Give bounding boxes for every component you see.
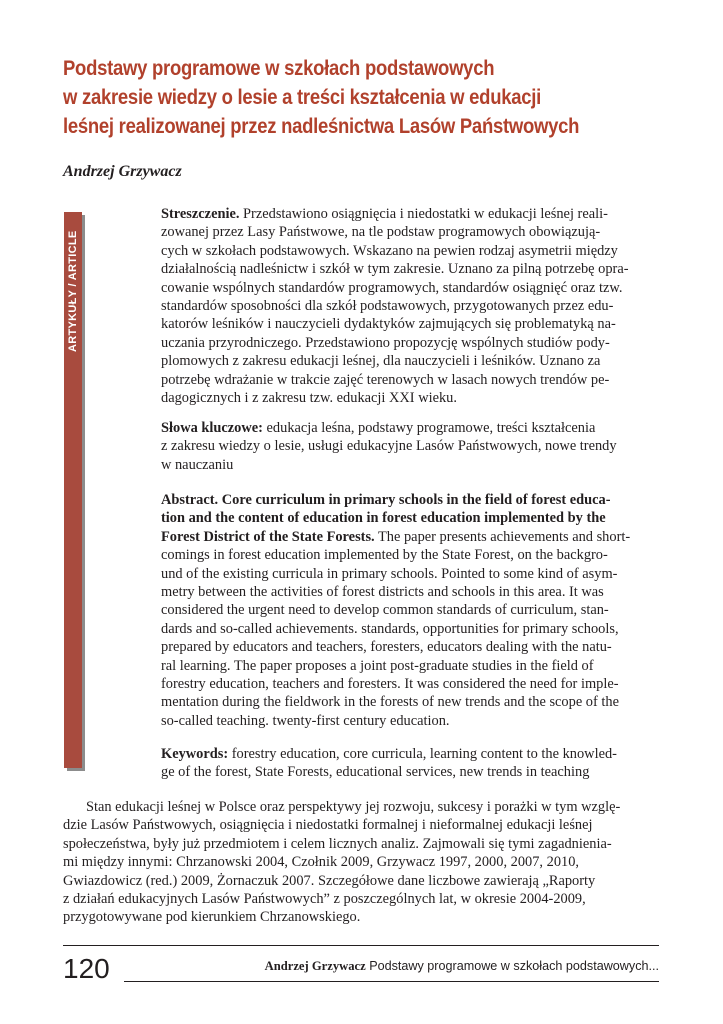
article-title xyxy=(63,54,609,141)
title-line: w zakresie wiedzy o lesie a treści kształcenia w edukacji xyxy=(63,86,542,109)
text-line: uczania przyrodniczego. Przedstawiono propozycję wspólnych studiów pody- xyxy=(161,334,610,351)
text-line: zowanej przez Lasy Państwowe, na tle podstaw programowych obowiązują- xyxy=(161,224,601,241)
text-line: forestry education, teachers and foresters. It was considered the need for imple- xyxy=(161,676,619,693)
text-line: przygotowywane pod kierunkiem Chrzanowskiego. xyxy=(63,909,361,926)
text-line: dards and so-called achievements. standards, opportunities for primary schools, xyxy=(161,620,619,637)
text-line: und of the existing curricula in primary schools. Pointed to some kind of asym- xyxy=(161,565,618,582)
abstract-en xyxy=(161,491,658,730)
title-line: leśnej realizowanej przez nadleśnictwa Lasów Państwowych xyxy=(63,115,580,138)
text-line: Keywords: forestry education, core curricula, learning content to the knowled- xyxy=(161,746,617,762)
abstract-en-label: tion and the content of education in forest education implemented by the xyxy=(161,510,606,527)
running-author: Andrzej Grzywacz xyxy=(264,959,366,973)
running-header xyxy=(265,959,659,974)
text-line: comings in forest education implemented by the State Forest, on the backgro- xyxy=(161,547,608,564)
text-line: cowanie wspólnych standardów programowych, standardów osiągnięć oraz tzw. xyxy=(161,279,623,296)
text-line xyxy=(161,491,658,509)
keywords-pl-label: Słowa kluczowe: xyxy=(161,420,263,436)
running-title: Podstawy programowe w szkołach podstawowych... xyxy=(365,959,659,973)
text-line: prepared by educators and teachers, foresters, educators dealing with the natu- xyxy=(161,639,612,656)
body-paragraph xyxy=(63,798,659,927)
text-line: społeczeństwa, były już przedmiotem i celem licznych analiz. Zajmowali się tymi zagadnienia- xyxy=(63,835,612,852)
title-line: Podstawy programowe w szkołach podstawowych xyxy=(63,57,495,80)
text-line: so-called teaching. twenty-first century education. xyxy=(161,712,450,729)
keywords-pl xyxy=(161,419,658,474)
text-line: standardów sposobności dla szkół podstawowych, przygotowanych przez edu- xyxy=(161,298,614,315)
text-line: cych w szkołach podstawowych. Wskazano na pewien rodzaj asymetrii między xyxy=(161,242,618,259)
text-line: Stan edukacji leśnej w Polsce oraz perspektywy jej rozwoju, sukcesy i porażki w tym wzglę- xyxy=(86,799,621,815)
text-line: dagogicznych i z zakresu tzw. edukacji XXI wieku. xyxy=(161,390,457,407)
text-line: w nauczaniu xyxy=(161,456,234,473)
text-line: dzie Lasów Państwowych, osiągnięcia i niedostatki formalnej i nieformalnej edukacji leśnej xyxy=(63,817,593,834)
text-line: Słowa kluczowe: edukacja leśna, podstawy programowe, treści kształcenia xyxy=(161,420,596,436)
text-line: z działań edukacyjnych Lasów Państwowych” z poszczególnych lat, w okresie 2004-2009, xyxy=(63,891,586,908)
text-line: metry between the activities of forest districts and schools in this area. It was xyxy=(161,584,604,601)
page-number: 120 xyxy=(63,953,110,984)
text-line: z zakresu wiedzy o lesie, usługi edukacyjne Lasów Państwowych, nowe trendy xyxy=(161,438,617,455)
text-line: mentation during the fieldwork in the forests of new trends and the scope of the xyxy=(161,694,619,711)
keywords-en-label: Keywords: xyxy=(161,746,229,762)
keywords-en xyxy=(161,745,658,782)
text-line: ral learning. The paper proposes a joint post-graduate studies in the field of xyxy=(161,657,594,674)
text-line: ge of the forest, State Forests, educational services, new trends in teaching xyxy=(161,764,590,781)
abstract-pl xyxy=(161,205,658,407)
text-line: Forest District of the State Forests. The paper presents achievements and short- xyxy=(161,528,631,545)
abstract-pl-label: Streszczenie. xyxy=(161,206,240,222)
text-line: Gwiazdowicz (red.) 2009, Żornaczuk 2007. Szczegółowe dane liczbowe zawierają „Raporty xyxy=(63,872,596,889)
text-line xyxy=(161,509,658,527)
text-line: considered the urgent need to develop common standards of curriculum, stan- xyxy=(161,602,609,619)
text-line: potrzebę wdrażanie w trakcie zajęć terenowych w lasach nowych trendów pe- xyxy=(161,371,610,388)
abstract-en-label: Abstract. Core curriculum in primary schools in the field of forest educa- xyxy=(161,492,611,508)
text-line: działalnością nadleśnictw i szkół w tym zakresie. Uznano za pilną potrzebę opra- xyxy=(161,261,629,278)
article-author: Andrzej Grzywacz xyxy=(63,163,182,180)
abstract-en-label: Forest District of the State Forests. xyxy=(161,528,375,545)
text-line: Streszczenie. Przedstawiono osiągnięcia i niedostatki w edukacji leśnej reali- xyxy=(161,206,608,222)
footer-underline xyxy=(124,981,659,982)
text-line: katorów leśników i nauczycieli dydaktyków zajmujących się problematyką na- xyxy=(161,316,616,333)
text-line: plomowych z zakresu edukacji leśnej, dla nauczycieli i leśników. Uznano za xyxy=(161,353,601,370)
section-label: ARTYKUŁY / ARTICLE xyxy=(67,230,79,352)
text-line: mi między innymi: Chrzanowski 2004, Czołnik 2009, Grzywacz 1997, 2000, 2007, 2010, xyxy=(63,854,579,871)
footer-rule xyxy=(63,945,659,946)
